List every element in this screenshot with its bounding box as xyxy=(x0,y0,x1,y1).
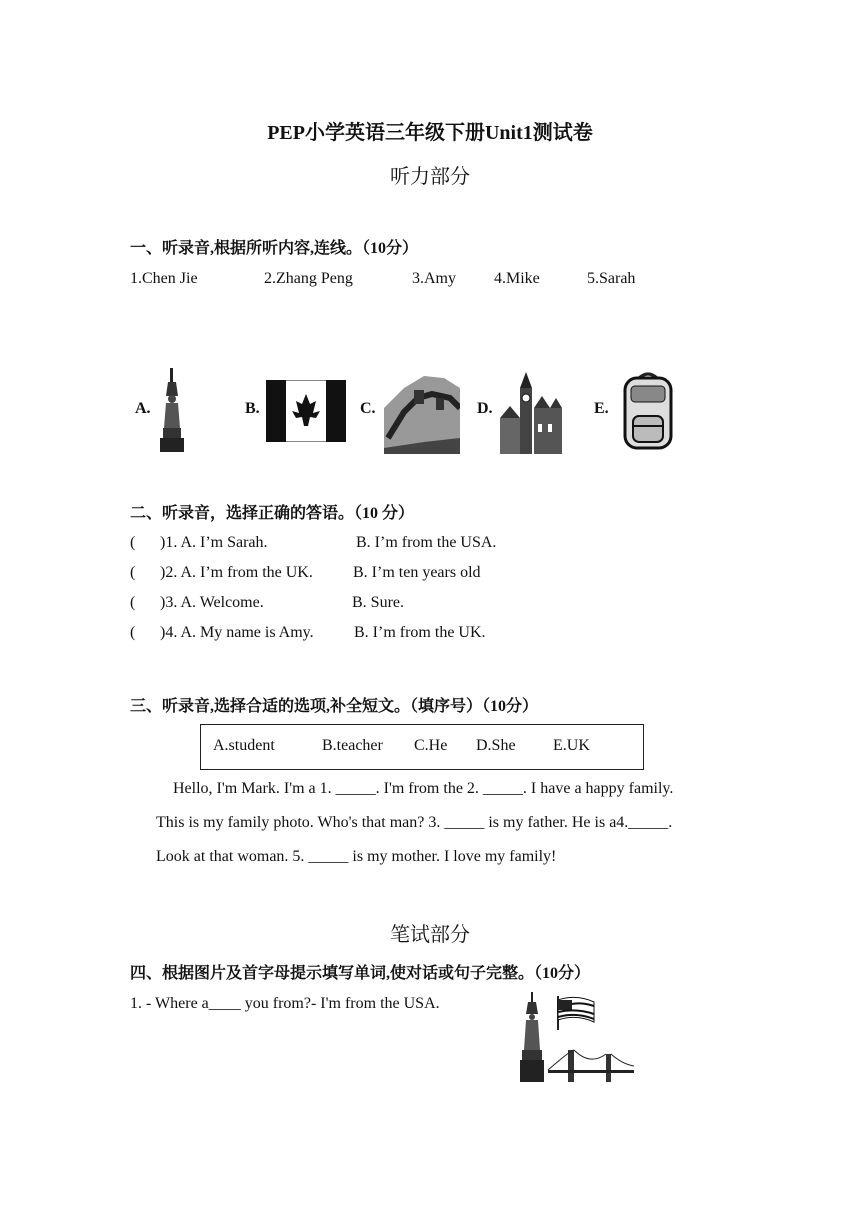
question-3-option-a: )3. A. Welcome. xyxy=(160,594,264,611)
question-row-1: ( )1. A. I’m Sarah. xyxy=(130,534,268,551)
name-zhang-peng: 2.Zhang Peng xyxy=(264,270,353,287)
section3-heading: 三、听录音,选择合适的选项,补全短文。（填序号）（10分） xyxy=(130,698,539,715)
question-4-option-b: B. I’m from the UK. xyxy=(354,624,486,641)
question-row-3: ( )3. A. Welcome. xyxy=(130,594,264,611)
question-4-option-a: )4. A. My name is Amy. xyxy=(160,624,314,641)
picture-label-a: A. xyxy=(135,400,151,417)
picture-label-e: E. xyxy=(594,400,609,417)
listening-section-title: 听力部分 xyxy=(390,166,470,188)
question-3-option-b: B. Sure. xyxy=(352,594,404,611)
usa-landmarks-icon xyxy=(518,990,634,1084)
question-row-2: ( )2. A. I’m from the UK. xyxy=(130,564,313,581)
written-section-title: 笔试部分 xyxy=(390,924,470,946)
passage-line-2: This is my family photo. Who's that man? 3. _____ is my father. He is a4._____. xyxy=(156,814,673,831)
option-c-he: C.He xyxy=(414,737,448,754)
great-wall-icon xyxy=(384,368,460,454)
question-1-option-b: B. I’m from the USA. xyxy=(356,534,497,551)
section4-heading: 四、根据图片及首字母提示填写单词,使对话或句子完整。（10分） xyxy=(130,965,591,982)
picture-label-b: B. xyxy=(245,400,260,417)
options-box xyxy=(200,724,644,770)
option-d-she: D.She xyxy=(476,737,516,754)
picture-label-c: C. xyxy=(360,400,376,417)
section4-question-1: 1. - Where a____ you from?- I'm from the USA. xyxy=(130,995,440,1012)
section2-heading: 二、听录音，选择正确的答语。（10 分） xyxy=(130,505,415,522)
option-a-student: A.student xyxy=(213,737,275,754)
section1-heading: 一、听录音,根据所听内容,连线。（10分） xyxy=(130,240,419,257)
passage-line-3: Look at that woman. 5. _____ is my mother. I love my family! xyxy=(156,848,557,865)
name-sarah: 5.Sarah xyxy=(587,270,636,287)
canada-flag-icon xyxy=(266,380,346,442)
question-row-4: ( )4. A. My name is Amy. xyxy=(130,624,314,641)
statue-of-liberty-icon xyxy=(156,366,190,454)
big-ben-icon xyxy=(498,368,564,454)
name-chen-jie: 1.Chen Jie xyxy=(130,270,198,287)
name-amy: 3.Amy xyxy=(412,270,456,287)
option-e-uk: E.UK xyxy=(553,737,590,754)
name-mike: 4.Mike xyxy=(494,270,540,287)
option-b-teacher: B.teacher xyxy=(322,737,383,754)
backpack-icon xyxy=(617,370,679,452)
question-2-option-a: )2. A. I’m from the UK. xyxy=(160,564,313,581)
page-title: PEP小学英语三年级下册Unit1测试卷 xyxy=(267,122,593,144)
passage-line-1: Hello, I'm Mark. I'm a 1. _____. I'm from the 2. _____. I have a happy family. xyxy=(173,780,674,797)
question-2-option-b: B. I’m ten years old xyxy=(353,564,481,581)
picture-label-d: D. xyxy=(477,400,493,417)
question-1-option-a: )1. A. I’m Sarah. xyxy=(160,534,268,551)
